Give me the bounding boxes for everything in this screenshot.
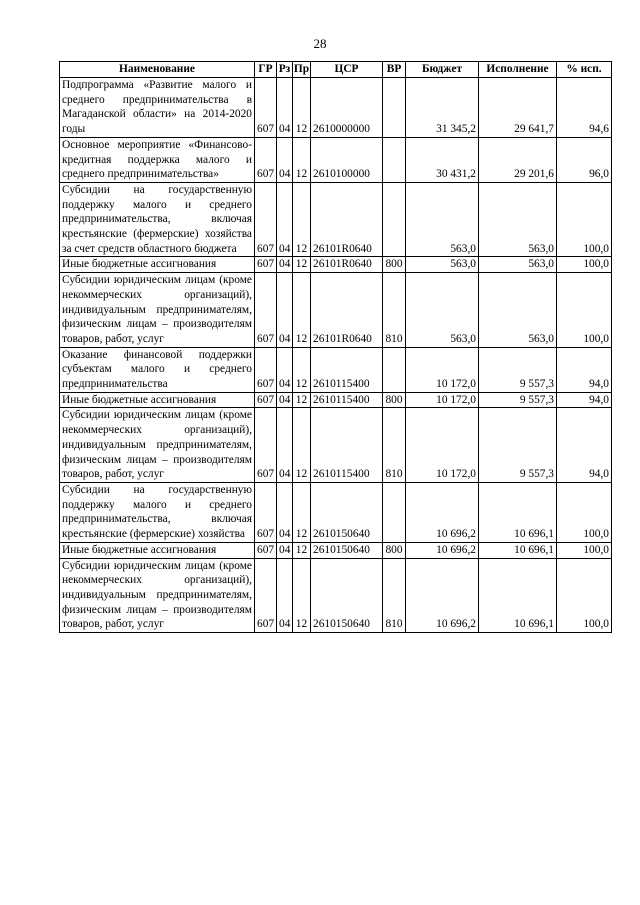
cell-vr	[383, 482, 406, 542]
cell-csr: 2610000000	[311, 78, 383, 138]
table-row	[60, 392, 612, 408]
cell-execution: 563,0	[479, 273, 557, 348]
cell-percent: 94,0	[557, 347, 612, 392]
cell-name: Оказание финансовой поддержки субъектам малого и среднего предпринимательства	[60, 347, 255, 392]
cell-percent: 100,0	[557, 482, 612, 542]
cell-percent: 94,0	[557, 392, 612, 408]
cell-csr: 26101R0640	[311, 257, 383, 273]
cell-execution: 29 201,6	[479, 137, 557, 182]
cell-pr: 12	[293, 558, 311, 633]
cell-pr: 12	[293, 347, 311, 392]
cell-budget: 10 696,2	[406, 558, 479, 633]
table-row	[60, 482, 612, 542]
cell-rz: 04	[277, 542, 293, 558]
cell-rz: 04	[277, 347, 293, 392]
header-vr: ВР	[383, 62, 406, 78]
cell-pr: 12	[293, 257, 311, 273]
budget-execution-table	[59, 61, 612, 633]
cell-pr: 12	[293, 482, 311, 542]
cell-name: Основное мероприятие «Финансово-кредитная поддержка малого и среднего предпринимательства»	[60, 137, 255, 182]
cell-percent: 100,0	[557, 182, 612, 257]
cell-csr: 2610115400	[311, 347, 383, 392]
cell-vr: 800	[383, 392, 406, 408]
cell-gr: 607	[255, 182, 277, 257]
header-gr: ГР	[255, 62, 277, 78]
cell-name: Иные бюджетные ассигнования	[60, 392, 255, 408]
cell-percent: 100,0	[557, 273, 612, 348]
cell-csr: 2610150640	[311, 482, 383, 542]
cell-csr: 2610115400	[311, 392, 383, 408]
table-header-row	[60, 62, 612, 78]
cell-percent: 100,0	[557, 558, 612, 633]
cell-budget: 10 172,0	[406, 392, 479, 408]
cell-budget: 10 696,2	[406, 482, 479, 542]
cell-budget: 10 172,0	[406, 347, 479, 392]
cell-execution: 563,0	[479, 257, 557, 273]
cell-vr	[383, 347, 406, 392]
header-percent: % исп.	[557, 62, 612, 78]
cell-rz: 04	[277, 257, 293, 273]
header-budget: Бюджет	[406, 62, 479, 78]
cell-pr: 12	[293, 182, 311, 257]
cell-gr: 607	[255, 137, 277, 182]
cell-execution: 10 696,1	[479, 482, 557, 542]
cell-vr: 810	[383, 408, 406, 483]
cell-csr: 2610150640	[311, 558, 383, 633]
cell-pr: 12	[293, 542, 311, 558]
cell-budget: 30 431,2	[406, 137, 479, 182]
table-row	[60, 542, 612, 558]
cell-vr: 800	[383, 257, 406, 273]
cell-pr: 12	[293, 273, 311, 348]
header-csr: ЦСР	[311, 62, 383, 78]
cell-csr: 2610100000	[311, 137, 383, 182]
cell-name: Субсидии на государственную поддержку малого и среднего предпринимательства, включая крестьянские (фермерские) хозяйства за счет средств областного бюджета	[60, 182, 255, 257]
page-number: 28	[313, 36, 327, 51]
cell-gr: 607	[255, 408, 277, 483]
cell-execution: 29 641,7	[479, 78, 557, 138]
cell-vr: 810	[383, 558, 406, 633]
header-pr: Пр	[293, 62, 311, 78]
cell-vr	[383, 78, 406, 138]
cell-rz: 04	[277, 182, 293, 257]
cell-pr: 12	[293, 137, 311, 182]
cell-execution: 9 557,3	[479, 408, 557, 483]
cell-percent: 100,0	[557, 257, 612, 273]
cell-name: Подпрограмма «Развитие малого и среднего предпринимательства в Магаданской области» на 2014-2020 годы	[60, 78, 255, 138]
table-row	[60, 347, 612, 392]
cell-execution: 9 557,3	[479, 392, 557, 408]
cell-pr: 12	[293, 392, 311, 408]
header-rz: Рз	[277, 62, 293, 78]
cell-name: Субсидии юридическим лицам (кроме некоммерческих организаций), индивидуальным предпринимателям, физическим лицам – производителям товаров, работ, услуг	[60, 273, 255, 348]
header-name: Наименование	[60, 62, 255, 78]
table-row	[60, 558, 612, 633]
cell-vr	[383, 182, 406, 257]
table-row	[60, 78, 612, 138]
cell-gr: 607	[255, 257, 277, 273]
cell-percent: 96,0	[557, 137, 612, 182]
cell-percent: 94,6	[557, 78, 612, 138]
cell-rz: 04	[277, 558, 293, 633]
cell-rz: 04	[277, 408, 293, 483]
table-row	[60, 137, 612, 182]
cell-gr: 607	[255, 392, 277, 408]
cell-percent: 100,0	[557, 542, 612, 558]
table-row	[60, 257, 612, 273]
cell-gr: 607	[255, 558, 277, 633]
header-execution: Исполнение	[479, 62, 557, 78]
cell-execution: 10 696,1	[479, 542, 557, 558]
cell-vr	[383, 137, 406, 182]
table-row	[60, 273, 612, 348]
cell-gr: 607	[255, 482, 277, 542]
cell-percent: 94,0	[557, 408, 612, 483]
cell-csr: 2610150640	[311, 542, 383, 558]
cell-vr: 810	[383, 273, 406, 348]
cell-budget: 31 345,2	[406, 78, 479, 138]
cell-vr: 800	[383, 542, 406, 558]
cell-rz: 04	[277, 137, 293, 182]
cell-rz: 04	[277, 392, 293, 408]
cell-gr: 607	[255, 347, 277, 392]
table-row	[60, 182, 612, 257]
table-row	[60, 408, 612, 483]
cell-pr: 12	[293, 78, 311, 138]
cell-pr: 12	[293, 408, 311, 483]
cell-name: Иные бюджетные ассигнования	[60, 542, 255, 558]
cell-gr: 607	[255, 78, 277, 138]
cell-gr: 607	[255, 542, 277, 558]
cell-execution: 9 557,3	[479, 347, 557, 392]
cell-budget: 563,0	[406, 257, 479, 273]
cell-rz: 04	[277, 273, 293, 348]
cell-csr: 2610115400	[311, 408, 383, 483]
cell-execution: 10 696,1	[479, 558, 557, 633]
cell-budget: 563,0	[406, 182, 479, 257]
cell-budget: 10 172,0	[406, 408, 479, 483]
cell-budget: 563,0	[406, 273, 479, 348]
cell-rz: 04	[277, 482, 293, 542]
cell-execution: 563,0	[479, 182, 557, 257]
cell-rz: 04	[277, 78, 293, 138]
cell-budget: 10 696,2	[406, 542, 479, 558]
cell-csr: 26101R0640	[311, 273, 383, 348]
cell-name: Субсидии юридическим лицам (кроме некоммерческих организаций), индивидуальным предпринимателям, физическим лицам – производителям товаров, работ, услуг	[60, 558, 255, 633]
cell-csr: 26101R0640	[311, 182, 383, 257]
cell-gr: 607	[255, 273, 277, 348]
cell-name: Субсидии на государственную поддержку малого и среднего предпринимательства, включая крестьянские (фермерские) хозяйства	[60, 482, 255, 542]
cell-name: Субсидии юридическим лицам (кроме некоммерческих организаций), индивидуальным предпринимателям, физическим лицам – производителям товаров, работ, услуг	[60, 408, 255, 483]
cell-name: Иные бюджетные ассигнования	[60, 257, 255, 273]
